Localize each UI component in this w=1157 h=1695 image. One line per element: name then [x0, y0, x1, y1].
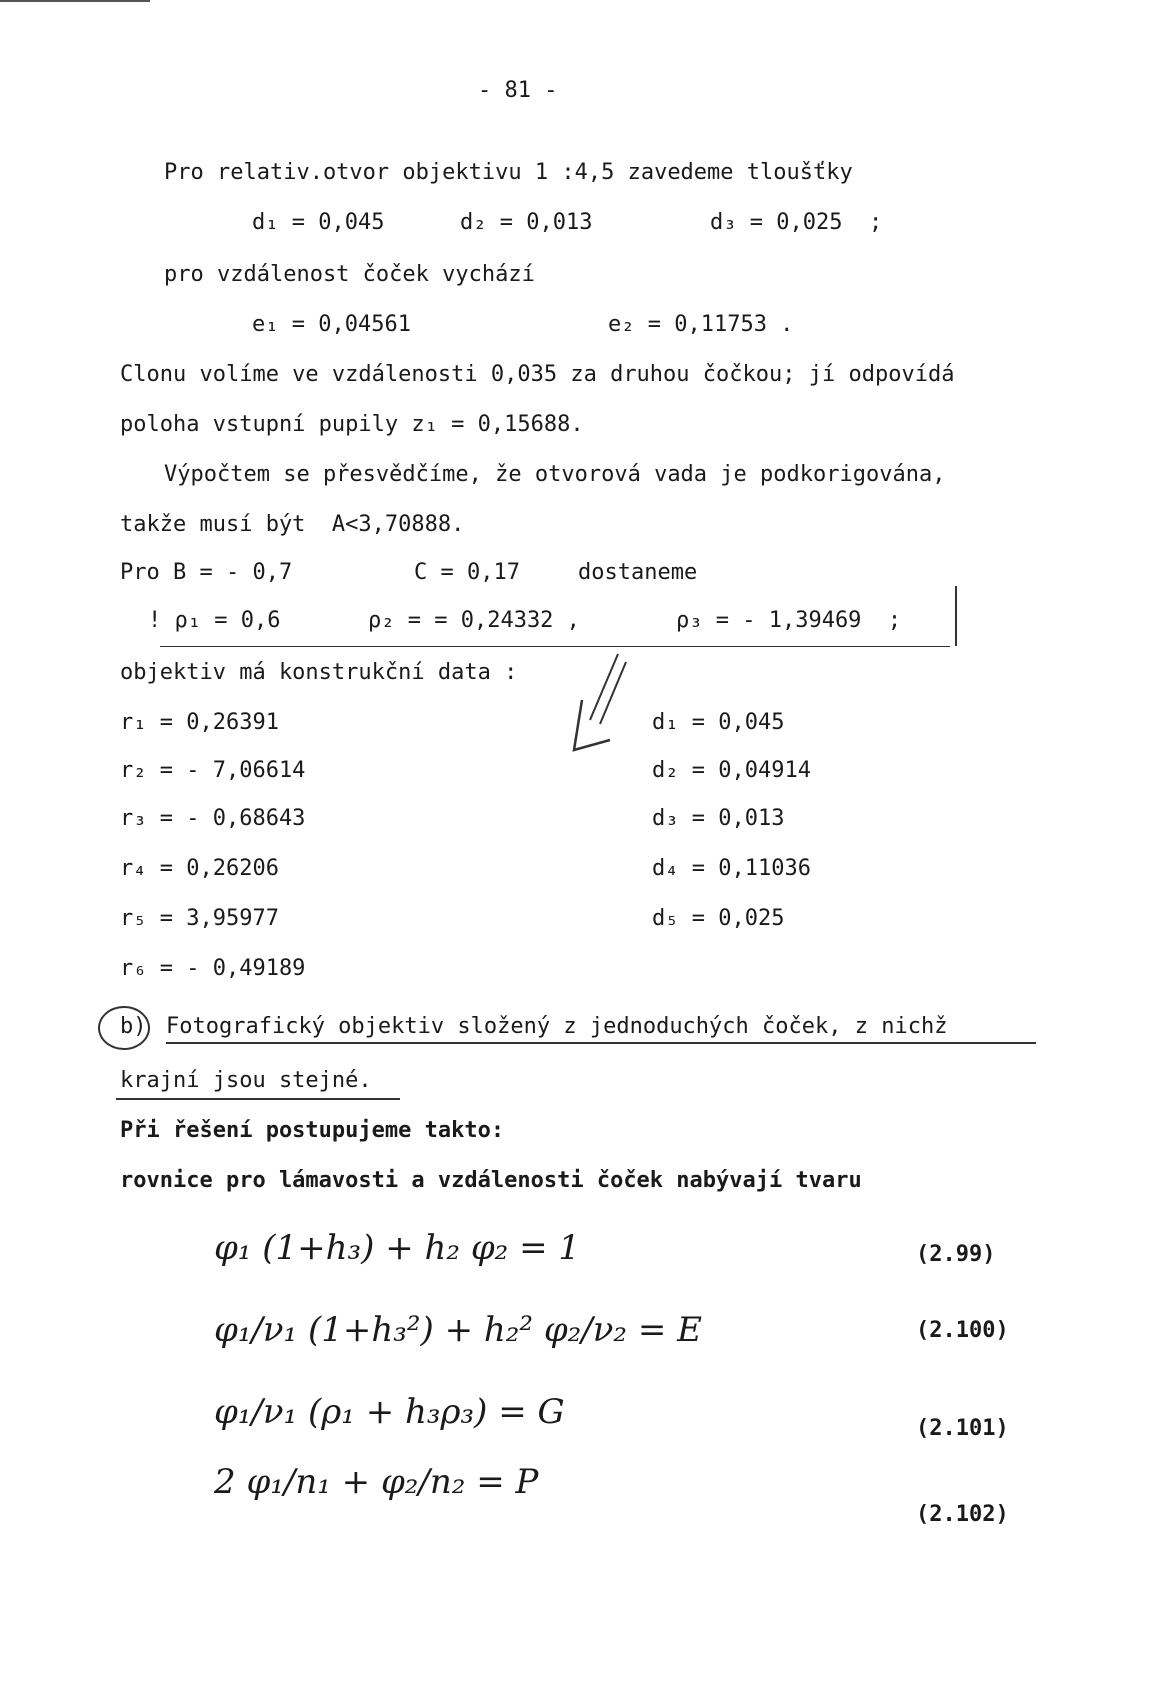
- rho1-value: ! ρ₁ = 0,6: [148, 608, 281, 633]
- equations-intro: rovnice pro lámavosti a vzdálenosti čoček nabývají tvaru: [120, 1168, 862, 1193]
- section-title-cont-underline: [116, 1098, 400, 1100]
- page-number: - 81 -: [478, 78, 558, 103]
- section-title-underline: [166, 1042, 1036, 1044]
- rho-bracket: [955, 586, 957, 646]
- distance-e2: e₂ = 0,11753 .: [608, 312, 794, 337]
- aperture-line: Clonu volíme ve vzdálenosti 0,035 za druhou čočkou; jí odpovídá: [120, 362, 955, 387]
- equation-number-2-100: (2.100): [916, 1318, 1009, 1343]
- radius-r1: r₁ = 0,26391: [120, 710, 279, 735]
- calculation-line: Výpočtem se přesvědčíme, že otvorová vada je podkorigována,: [164, 462, 946, 487]
- rho-underline: [160, 646, 950, 647]
- equation-2-101: φ₁/ν₁ (ρ₁ + h₃ρ₃) = G: [214, 1392, 565, 1432]
- arrow-icon: [560, 650, 640, 760]
- radius-r4: r₄ = 0,26206: [120, 856, 279, 881]
- thickness-d3: d₃ = 0,025 ;: [710, 210, 883, 235]
- pupil-line: poloha vstupní pupily z₁ = 0,15688.: [120, 412, 584, 437]
- rho3-value: ρ₃ = - 1,39469 ;: [676, 608, 902, 633]
- radius-r6: r₆ = - 0,49189: [120, 956, 306, 981]
- equation-2-99: φ₁ (1+h₃) + h₂ φ₂ = 1: [214, 1228, 581, 1268]
- intro-line: Pro relativ.otvor objektivu 1 :4,5 zavedeme tloušťky: [164, 160, 853, 185]
- section-title-cont: krajní jsou stejné.: [120, 1068, 372, 1093]
- radius-r3: r₃ = - 0,68643: [120, 806, 306, 831]
- thickness-d2: d₂ = 0,013: [460, 210, 593, 235]
- parameter-c: C = 0,17: [414, 560, 520, 585]
- equation-number-2-102: (2.102): [916, 1502, 1009, 1527]
- parameter-b: Pro B = - 0,7: [120, 560, 293, 585]
- section-label: b): [120, 1014, 147, 1039]
- radius-r5: r₅ = 3,95977: [120, 906, 279, 931]
- procedure-line: Při řešení postupujeme takto:: [120, 1118, 505, 1143]
- dostaneme-label: dostaneme: [578, 560, 698, 585]
- condition-line: takže musí být A<3,70888.: [120, 512, 465, 537]
- radius-r2: r₂ = - 7,06614: [120, 758, 306, 783]
- equation-number-2-99: (2.99): [916, 1242, 996, 1267]
- distance-e1: e₁ = 0,04561: [252, 312, 411, 337]
- equation-number-2-101: (2.101): [916, 1416, 1009, 1441]
- section-title: Fotografický objektiv složený z jednoduchých čoček, z nichž: [166, 1014, 948, 1039]
- thickness-col-d2: d₂ = 0,04914: [652, 758, 811, 783]
- thickness-col-d3: d₃ = 0,013: [652, 806, 785, 831]
- thickness-d1: d₁ = 0,045: [252, 210, 385, 235]
- distance-intro-line: pro vzdálenost čoček vychází: [164, 262, 535, 287]
- thickness-col-d5: d₅ = 0,025: [652, 906, 785, 931]
- rho2-value: ρ₂ = = 0,24332 ,: [368, 608, 580, 633]
- thickness-col-d1: d₁ = 0,045: [652, 710, 785, 735]
- data-heading: objektiv má konstrukční data :: [120, 660, 518, 685]
- scan-edge-line: [0, 0, 150, 2]
- equation-2-100: φ₁/ν₁ (1+h₃²) + h₂² φ₂/ν₂ = E: [214, 1310, 702, 1350]
- thickness-col-d4: d₄ = 0,11036: [652, 856, 811, 881]
- equation-2-102: 2 φ₁/n₁ + φ₂/n₂ = P: [214, 1462, 539, 1502]
